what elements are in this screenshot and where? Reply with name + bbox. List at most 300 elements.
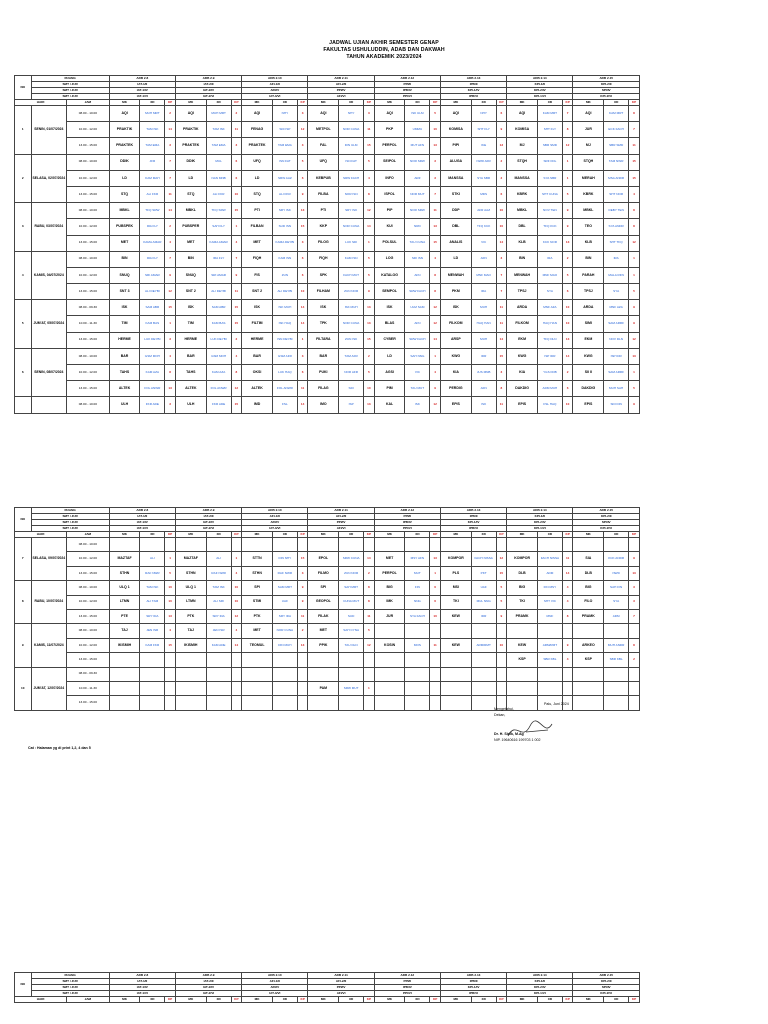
course-code: SII II <box>573 365 604 381</box>
xd-header: XD <box>537 532 562 538</box>
kp-number: 1 <box>364 235 375 251</box>
xd-header: XD <box>140 532 165 538</box>
class-cell: PPI/IV <box>308 88 374 94</box>
day-date: SENIN, 01/07/2024 <box>31 106 67 155</box>
kp-number: 13 <box>364 316 375 332</box>
class-cell: AFI-2/II <box>308 979 374 985</box>
course-code: PRAKTEK <box>242 138 273 154</box>
kp-number: 7 <box>562 106 573 122</box>
kp-number: 1 <box>629 267 640 283</box>
course-code: PERPOL <box>374 138 405 154</box>
kp-number: 1 <box>165 552 176 566</box>
course-code: TPSJ <box>573 284 604 300</box>
course-code <box>374 653 405 667</box>
proctor-code: FACH NISSA <box>471 552 496 566</box>
course-code: BIN <box>175 251 206 267</box>
proctor-code: MDS <box>471 186 496 202</box>
proctor-code: ADM MUH <box>537 381 562 397</box>
kp-number: 12 <box>430 397 441 413</box>
course-code: ARKEO <box>573 638 604 652</box>
proctor-code: NOR CUNA <box>339 219 364 235</box>
kp-number: 8 <box>165 365 176 381</box>
time-slot: 08.00 - 10.00 <box>67 624 110 638</box>
course-code: KIA <box>507 365 538 381</box>
kp-number: 1 <box>165 316 176 332</box>
proctor-code: MSY AFN <box>405 552 430 566</box>
kp-number: 6 <box>297 365 308 381</box>
table-row <box>15 552 640 566</box>
kp-number: 14 <box>364 552 375 566</box>
proctor-code: ISK <box>405 397 430 413</box>
course-code: STTN <box>242 552 273 566</box>
kp-number: 2 <box>496 170 507 186</box>
kp-number <box>496 681 507 695</box>
kp-number <box>496 667 507 681</box>
kp-number: 1 <box>231 219 242 235</box>
day-number: 9 <box>15 624 32 667</box>
kp-number <box>562 624 573 638</box>
proctor-code: TAU MUT <box>405 381 430 397</box>
kp-number <box>430 653 441 667</box>
table-row <box>15 581 640 595</box>
class-cell: KPI-1/IV <box>440 520 506 526</box>
xd-header: XD <box>339 100 364 106</box>
xd-header: XD <box>339 997 364 1003</box>
proctor-code: SUD <box>339 609 364 623</box>
kp-number: 12 <box>629 235 640 251</box>
table-row <box>15 595 640 609</box>
proctor-code: SYA <box>604 595 629 609</box>
course-code <box>440 667 471 681</box>
proctor-code: KAM AZA <box>206 365 231 381</box>
mk-header: MK <box>175 100 206 106</box>
course-code: KSP <box>573 653 604 667</box>
proctor-code: NOV DLN <box>604 332 629 348</box>
table-row <box>15 332 640 348</box>
kp-number: 7 <box>430 186 441 202</box>
proctor-code: KAM ISN <box>339 251 364 267</box>
kp-number: 6 <box>297 170 308 186</box>
kp-header: KP <box>364 100 375 106</box>
kp-number: 12 <box>430 316 441 332</box>
course-code: TAJ <box>175 624 206 638</box>
room-cell: ADB 2.8 <box>109 508 175 514</box>
proctor-code: SBR SMD <box>537 138 562 154</box>
kp-number: 3 <box>297 138 308 154</box>
course-code: ULH <box>109 397 140 413</box>
proctor-code: JEN ISR <box>140 624 165 638</box>
proctor-code: SHT TFQ <box>604 235 629 251</box>
schedule-table-page2 <box>14 507 640 711</box>
proctor-code: AFN <box>405 316 430 332</box>
proctor-code <box>405 538 430 552</box>
course-code <box>440 696 471 710</box>
course-code: INFO <box>374 170 405 186</box>
class-cell: AFI-1/II <box>242 82 308 88</box>
proctor-code: SYA <box>537 284 562 300</box>
kp-number <box>364 653 375 667</box>
proctor-code: PKT <box>471 566 496 580</box>
kp-number: 15 <box>430 235 441 251</box>
mk-header: MK <box>242 100 273 106</box>
proctor-code <box>471 667 496 681</box>
proctor-code: IRA <box>604 251 629 267</box>
class-cell: KPI-1/II <box>507 979 573 985</box>
kp-number: 5 <box>430 106 441 122</box>
proctor-code: ISN FAT <box>272 154 297 170</box>
course-code: MSI <box>440 581 471 595</box>
course-code: BIG <box>374 581 405 595</box>
mk-header: MK <box>242 532 273 538</box>
proctor-code: FOL ANWR <box>140 381 165 397</box>
course-code: STQ <box>175 186 206 202</box>
course-code: DAKDIG <box>573 381 604 397</box>
course-code: PKP <box>374 122 405 138</box>
kp-number: 2 <box>231 106 242 122</box>
mk-header: MK <box>507 997 538 1003</box>
proctor-code: SRF FDL <box>537 154 562 170</box>
kp-number: 1 <box>297 332 308 348</box>
kp-number <box>430 538 441 552</box>
proctor-code: ISK MUH <box>339 300 364 316</box>
proctor-code: TAM ISK <box>206 581 231 595</box>
course-code <box>175 681 206 695</box>
kp-header: KP <box>496 532 507 538</box>
course-code: LD <box>440 251 471 267</box>
kp-header: KP <box>430 532 441 538</box>
kp-header: KP <box>430 100 441 106</box>
course-code: MANSSA <box>507 170 538 186</box>
xd-header: XD <box>272 997 297 1003</box>
kp-number: 15 <box>165 300 176 316</box>
kp-number: 14 <box>297 397 308 413</box>
course-code: PERDIG <box>440 381 471 397</box>
proctor-code: FOL ANWR <box>272 381 297 397</box>
proctor-code: TAM ISK <box>140 122 165 138</box>
kp-number: 3 <box>165 397 176 413</box>
kp-number: 2 <box>364 566 375 580</box>
proctor-code: NHY <box>339 106 364 122</box>
course-code: BAR <box>175 348 206 364</box>
proctor-code: SHT FLY <box>537 122 562 138</box>
proctor-code: MALA RFN <box>604 267 629 283</box>
proctor-code <box>537 667 562 681</box>
mk-header: MK <box>308 100 339 106</box>
course-code: EKM <box>573 332 604 348</box>
proctor-code: SAH CYNA <box>339 624 364 638</box>
course-code: TIM <box>109 316 140 332</box>
course-code <box>242 696 273 710</box>
kp-number <box>629 696 640 710</box>
proctor-code: SRY IDA <box>140 609 165 623</box>
kp-number: 7 <box>629 609 640 623</box>
room-cell: ADB 2.9 <box>175 973 241 979</box>
course-code: EPOL <box>308 552 339 566</box>
time-slot: 13.00 - 15.00 <box>67 138 110 154</box>
mk-header: MK <box>507 100 538 106</box>
class-cell: SPI/IV <box>573 88 640 94</box>
course-code: STQH <box>507 154 538 170</box>
course-code: SIMI <box>573 316 604 332</box>
xd-header: XD <box>206 532 231 538</box>
proctor-code: KAMA AMAR <box>140 235 165 251</box>
kp-number: 15 <box>165 638 176 652</box>
course-code: MET <box>374 552 405 566</box>
course-code <box>440 624 471 638</box>
kp-number: 3 <box>231 138 242 154</box>
kp-number: 3 <box>297 235 308 251</box>
proctor-code: MUH MRT <box>206 106 231 122</box>
course-code: KEW <box>440 638 471 652</box>
room-cell: ADB 2.14 <box>507 76 573 82</box>
column-header-row <box>15 997 640 1003</box>
class-cell: IPB/IV <box>374 985 440 991</box>
kp-header: KP <box>165 997 176 1003</box>
time-slot: 10.00 - 12.00 <box>67 170 110 186</box>
course-code: POLSUL <box>374 235 405 251</box>
proctor-code <box>140 538 165 552</box>
proctor-code: NOR MUT <box>405 186 430 202</box>
jam-header: JAM <box>67 997 110 1003</box>
kp-number: 9 <box>165 267 176 283</box>
course-code: FILAK <box>308 609 339 623</box>
room-cell: ADB 2.10 <box>242 973 308 979</box>
kp-number: 2 <box>562 365 573 381</box>
xd-header: XD <box>272 532 297 538</box>
room-cell: ADB 2.13 <box>440 508 506 514</box>
kp-number: 11 <box>430 638 441 652</box>
kp-number: 4 <box>364 170 375 186</box>
proctor-code: ZUN <box>272 267 297 283</box>
course-code: STHN <box>175 566 206 580</box>
class-cell: PPI/II <box>374 82 440 88</box>
proctor-code: AFN <box>471 251 496 267</box>
kp-number: 8 <box>629 203 640 219</box>
course-code: KUI <box>374 219 405 235</box>
course-code: PIPI <box>440 138 471 154</box>
proctor-code: ISP <box>339 397 364 413</box>
proctor-code: ALI DEYBI <box>206 284 231 300</box>
course-code <box>109 696 140 710</box>
proctor-code: TAM EMA <box>140 138 165 154</box>
course-code: FILO <box>573 595 604 609</box>
proctor-code: SRW MUT <box>339 681 364 695</box>
kp-number: 5 <box>364 267 375 283</box>
proctor-code: AFN <box>471 381 496 397</box>
proctor-code <box>405 653 430 667</box>
table-row <box>15 397 640 413</box>
course-code: KOMISA <box>507 122 538 138</box>
course-code: KWG <box>573 348 604 364</box>
course-code: HERME <box>175 332 206 348</box>
kp-number: 9 <box>430 381 441 397</box>
ruang-label: RUANG <box>31 76 109 82</box>
kp-number <box>364 538 375 552</box>
time-slot: 10.00 - 12.00 <box>67 122 110 138</box>
kp-number <box>629 681 640 695</box>
proctor-code: MOS <box>405 638 430 652</box>
kp-number: 7 <box>165 170 176 186</box>
jam-header: JAM <box>67 100 110 106</box>
course-code: PUBSPEK <box>109 219 140 235</box>
proctor-code: IDR <box>471 609 496 623</box>
course-code: FILTARA <box>308 332 339 348</box>
proctor-code: GSM AFR <box>272 348 297 364</box>
course-code: FILOG <box>308 235 339 251</box>
course-code: KLB <box>573 235 604 251</box>
proctor-code: IRA FLY <box>206 251 231 267</box>
room-cell: ADB 2.12 <box>374 508 440 514</box>
proctor-code: FIN MSY <box>537 581 562 595</box>
kp-number: 13 <box>430 219 441 235</box>
kp-number: 15 <box>364 138 375 154</box>
proctor-code: SHT VIC <box>537 595 562 609</box>
room-cell: ADB 2.9 <box>175 76 241 82</box>
course-code: UFQ <box>308 154 339 170</box>
kp-number <box>629 624 640 638</box>
proctor-code: ISN FAT <box>339 154 364 170</box>
course-code: TIM <box>175 316 206 332</box>
xd-header: XD <box>471 100 496 106</box>
kp-number: 8 <box>364 595 375 609</box>
course-code <box>573 624 604 638</box>
course-code <box>507 681 538 695</box>
proctor-code <box>604 538 629 552</box>
kp-number: 3 <box>496 365 507 381</box>
kp-number: 4 <box>562 581 573 595</box>
smt-jur-label: SMT / JUR <box>31 979 109 985</box>
course-code: FILAG <box>308 381 339 397</box>
class-cell: KPI-2/II <box>573 979 640 985</box>
kp-number: 13 <box>496 138 507 154</box>
proctor-code: RAF NWR <box>140 566 165 580</box>
proctor-code: AFN <box>405 267 430 283</box>
kp-number: 3 <box>165 332 176 348</box>
course-code: FAL <box>308 138 339 154</box>
proctor-code: MNF MAO <box>471 267 496 283</box>
table-row <box>15 381 640 397</box>
table-row <box>15 609 640 623</box>
class-cell: AFI/IV <box>242 88 308 94</box>
proctor-code: ADM <box>537 566 562 580</box>
proctor-code: MUH <box>471 300 496 316</box>
mk-header: MK <box>440 532 471 538</box>
room-cell: ADB 2.13 <box>440 973 506 979</box>
kp-number: 12 <box>629 332 640 348</box>
kp-number: 5 <box>364 624 375 638</box>
kp-number: 4 <box>562 595 573 609</box>
kp-number <box>496 653 507 667</box>
proctor-code <box>537 624 562 638</box>
proctor-code: SRY IDA <box>272 609 297 623</box>
room-cell: ADB 2.14 <box>507 973 573 979</box>
proctor-code: FSL <box>272 397 297 413</box>
kp-number: 4 <box>231 624 242 638</box>
signature-knowing: Mengetahui, <box>494 707 514 712</box>
course-code: ISK <box>440 300 471 316</box>
kp-number: 5 <box>165 566 176 580</box>
proctor-code: ALI SRI <box>206 595 231 609</box>
proctor-code <box>206 681 231 695</box>
course-code: PRAKTIK <box>175 122 206 138</box>
kp-number: 15 <box>496 348 507 364</box>
kp-number <box>297 538 308 552</box>
class-cell: IAT-2/II <box>175 979 241 985</box>
proctor-code: KAM AZA <box>140 365 165 381</box>
day-date: KAMIS, 04/07/2024 <box>31 251 67 300</box>
room-cell: ADB 2.12 <box>374 76 440 82</box>
course-code: LD <box>175 170 206 186</box>
class-cell: SPI/IV <box>573 985 640 991</box>
course-code <box>440 681 471 695</box>
class-cell: PPI/VI <box>374 991 440 997</box>
smt-jur-label: SMT / JUR <box>31 88 109 94</box>
class-cell: IAT-1/VI <box>109 526 175 532</box>
proctor-code: ZUN ISK <box>339 332 364 348</box>
proctor-code: MUL <box>206 154 231 170</box>
proctor-code: LUK DEYBI <box>140 332 165 348</box>
course-code: KLB <box>507 235 538 251</box>
proctor-code: RAF NWR <box>206 566 231 580</box>
class-cell: AFI-2/II <box>308 514 374 520</box>
proctor-code: DIN ULM <box>339 138 364 154</box>
class-cell: PPI/VI <box>374 526 440 532</box>
course-code <box>308 538 339 552</box>
course-code: PTK <box>175 609 206 623</box>
kp-number: 8 <box>629 106 640 122</box>
proctor-code: TAM AFR <box>339 348 364 364</box>
proctor-code <box>405 624 430 638</box>
course-code: SPI <box>242 581 273 595</box>
class-cell: KPI-1/VI <box>507 991 573 997</box>
kp-header: KP <box>430 997 441 1003</box>
proctor-code: KAM MAH <box>140 170 165 186</box>
proctor-code: ZUN NOR <box>339 566 364 580</box>
kp-number: 5 <box>364 365 375 381</box>
course-code: JUR <box>374 609 405 623</box>
proctor-code <box>339 696 364 710</box>
kp-header: KP <box>297 997 308 1003</box>
proctor-code: ALI FKR <box>140 186 165 202</box>
time-slot: 13.00 - 15.00 <box>67 381 110 397</box>
course-code: DAKDIG <box>507 381 538 397</box>
proctor-code: NOR AFR <box>339 365 364 381</box>
time-slot: 10.00 - 11.30 <box>67 681 110 695</box>
xd-header: XD <box>405 997 430 1003</box>
ruang-label: RUANG <box>31 973 109 979</box>
course-code: TAHS <box>175 365 206 381</box>
kp-number: 8 <box>562 122 573 138</box>
course-code <box>242 653 273 667</box>
kp-number: 4 <box>165 348 176 364</box>
kp-number: 9 <box>562 219 573 235</box>
kp-number: 13 <box>629 348 640 364</box>
print-note: Cat : Halaman yg di print 1,2, 4 dan 5 <box>28 746 91 750</box>
table-row <box>15 681 640 695</box>
course-code <box>507 538 538 552</box>
course-code: PRAKTEK <box>109 138 140 154</box>
course-code: BLAS <box>374 316 405 332</box>
kp-number: 13 <box>629 566 640 580</box>
course-code: ANALIS <box>440 235 471 251</box>
course-code: FILMO <box>308 566 339 580</box>
table-row <box>15 300 640 316</box>
time-slot: 10.00 - 12.00 <box>67 365 110 381</box>
class-cell: AFI/VI <box>308 94 374 100</box>
proctor-code: SRW FACH <box>339 170 364 186</box>
time-slot: 08.00 - 10.00 <box>67 397 110 413</box>
proctor-code <box>140 667 165 681</box>
